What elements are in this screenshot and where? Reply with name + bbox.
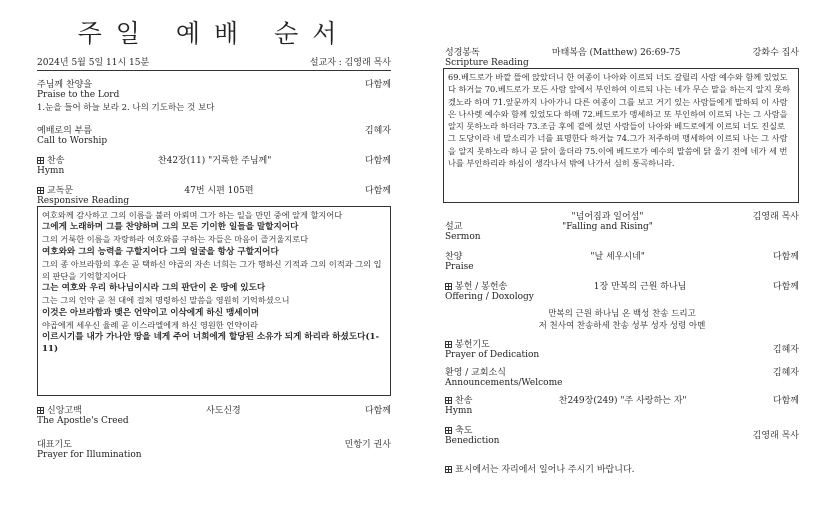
item-responsive-reading: [37, 186, 391, 206]
item-en: Scripture Reading: [445, 58, 529, 68]
item-mid: 사도신경: [205, 406, 241, 416]
item-leader: 김영래 목사: [752, 431, 799, 441]
item-leader: 김혜자: [772, 345, 799, 355]
service-meta: [37, 55, 391, 71]
item-hymn-2: [445, 396, 799, 416]
reading-line: 이것은 아브라함과 맺은 언약이고 이삭에게 하신 맹세이며: [42, 307, 260, 318]
item-leader: 다함께: [364, 80, 391, 90]
item-en: Sermon: [445, 232, 481, 242]
standing-cross-icon: [37, 157, 44, 164]
service-date: 2024년 5월 5일 11시 15분: [37, 58, 150, 68]
item-en: Prayer for Illumination: [37, 450, 142, 460]
item-leader: 다함께: [772, 396, 799, 406]
reading-line: 그의 거룩한 이름을 자랑하라 여호와를 구하는 자들은 마음이 즐거울지로다: [42, 234, 309, 245]
item-leader: 다함께: [364, 156, 391, 166]
item-illumination: [37, 440, 391, 460]
item-en: Call to Worship: [37, 136, 108, 146]
item-scripture: [445, 48, 799, 68]
item-en: Praise to the Lord: [37, 90, 120, 100]
responsive-reading-box: [37, 206, 391, 396]
footnote-text: 표시에서는 자리에서 일어나 주시기 바랍니다.: [455, 465, 635, 475]
item-en: Benediction: [445, 436, 500, 446]
item-mid: 찬42장(11) "거룩한 주님께": [157, 156, 272, 166]
standing-cross-icon: [37, 187, 44, 194]
item-mid: 찬249장(249) "주 사랑하는 자": [558, 396, 687, 406]
reading-line: 여호와께 감사하고 그의 이름을 불러 아뢰며 그가 하는 일을 만민 중에 알게 할지어다: [42, 210, 343, 220]
item-ko: 축도: [455, 426, 473, 436]
reading-line: 그는 그의 언약 곧 천 대에 걸쳐 명령하신 말씀을 영원히 기억하셨으니: [42, 295, 290, 306]
item-ko: 성경봉독: [445, 48, 480, 58]
item-ko: 신앙고백: [47, 406, 82, 416]
item-announcements: [445, 368, 799, 388]
standing-cross-icon: [37, 407, 44, 414]
item-en: Hymn: [37, 166, 65, 176]
footnote: [445, 465, 799, 475]
item-leader: 다함께: [364, 186, 391, 196]
item-leader: 다함께: [772, 252, 799, 262]
item-offering: [445, 282, 799, 332]
item-en: The Apostle's Creed: [37, 416, 129, 426]
item-praise-to-lord: [37, 80, 391, 113]
item-ko: 교독문: [47, 186, 74, 196]
item-leader: 김혜자: [772, 368, 799, 378]
item-dedication: [445, 340, 799, 360]
standing-cross-icon: [445, 427, 452, 434]
page-title: 주일 예배 순서: [77, 19, 351, 48]
item-ko: 환영 / 교회소식: [445, 368, 506, 378]
item-mid: 47번 시편 105편: [184, 186, 254, 196]
item-leader: 김혜자: [364, 126, 391, 136]
item-leader: 민항기 권사: [344, 440, 391, 450]
item-call-to-worship: [37, 126, 391, 146]
preacher-label: 설교자 : 김영래 목사: [309, 58, 391, 68]
item-praise: [445, 252, 799, 272]
reading-line: 여호와와 그의 능력을 구할지어다 그의 얼굴을 항상 구할지어다: [42, 246, 279, 257]
item-ko: 주님께 찬양을: [37, 80, 93, 90]
scripture-box: [443, 68, 799, 203]
item-en: Responsive Reading: [37, 196, 130, 206]
item-leader: 김영래 목사: [752, 212, 799, 222]
item-sermon: [445, 212, 799, 242]
reading-line: 이르시기를 내가 가나안 땅을 네게 주어 너희에게 할당된 소유가 되게 하리라 하셨도다(1-11): [42, 332, 380, 355]
item-leader: 강화수 집사: [752, 48, 799, 58]
item-leader: 다함께: [364, 406, 391, 416]
item-leader: 다함께: [772, 282, 799, 292]
item-mid: "날 세우시네": [590, 252, 645, 262]
item-en: Announcements/Welcome: [445, 378, 563, 388]
item-ko: 예배로의 부름: [37, 126, 93, 136]
sermon-title-ko: "넘어짐과 일어섬": [571, 212, 644, 222]
item-mid: 1장 만복의 근원 하나님: [593, 282, 687, 292]
item-ko: 대표기도: [37, 440, 72, 450]
sermon-title-en: "Falling and Rising": [562, 222, 653, 232]
standing-cross-icon: [445, 283, 452, 290]
item-en: Offering / Doxology: [445, 292, 534, 302]
reading-line: 야곱에게 세우신 율례 곧 이스라엘에게 하신 영원한 언약이라: [42, 319, 258, 330]
item-en: Prayer of Dedication: [445, 350, 540, 360]
item-ko: 찬양: [445, 252, 463, 262]
doxology-line-2: 저 천사여 찬송하세 찬송 성부 성자 성령 아멘: [538, 321, 706, 331]
standing-cross-icon: [445, 397, 452, 404]
item-creed: [37, 406, 391, 426]
doxology-line-1: 만복의 근원 하나님 온 백성 찬송 드리고: [548, 309, 696, 319]
reading-line: 그에게 노래하며 그를 찬양하며 그의 모든 기이한 일들을 말할지어다: [42, 222, 299, 233]
item-en: Hymn: [445, 406, 473, 416]
item-hymn-1: [37, 156, 391, 176]
item-ko: 찬송: [47, 156, 65, 166]
item-note: 1.눈을 들어 하늘 보라 2. 나의 기도하는 것 보다: [37, 103, 215, 113]
item-ko: 봉헌 / 봉헌송: [455, 282, 508, 292]
item-mid: 마태복음 (Matthew) 26:69-75: [551, 48, 681, 58]
item-ko: 봉헌기도: [455, 340, 490, 350]
standing-cross-icon: [445, 341, 452, 348]
item-benediction: [445, 426, 799, 446]
item-en: Praise: [445, 262, 474, 272]
item-ko: 설교: [445, 222, 463, 232]
reading-line: 그는 여호와 우리 하나님이시라 그의 판단이 온 땅에 있도다: [42, 283, 266, 294]
standing-cross-icon: [445, 466, 452, 473]
reading-line: 그의 종 아브라함의 후손 곧 택하신 야곱의 자손 너희는 그가 행하신 기적과 그의 이적과 그의 입의 판단을 기억할지어다: [42, 258, 382, 282]
item-ko: 찬송: [455, 396, 473, 406]
scripture-text: 69.베드로가 바깥 뜰에 앉았더니 한 여종이 나아와 이르되 너도 갈릴리 사람 예수와 함께 있었도다 하거늘 70.베드로가 모든 사람 앞에서 부인하여 이르되 나는 네가 무슨 말을 하는지 알지 못하겠노라 하며 71.앞문까지 나아가니 다른 여종이 그를 보고 거기 있는 사람들에게 말하되 이 사람은 나사렛 예수와 함께 있었도다 하매 72.베드로가 맹세하고 또 부인하여 이르되 나는 그 사람을 알지 못하노라 하더라 73.조금 후에 곁에 섰던 사람들이 나아와 베드로에게 이르되 너도 진실로 그 도당이라 네 말소리가 너를 표명한다 하거늘 74.그가 저주하며 맹세하여 이르되 나는 그 사람을 알지 못하노라 하니 곧 닭이 울더라 75.이에 베드로가 예수의 말씀에 닭 울기 전에 네가 세 번 나를 부인하리라 하심이 생각나서 밖에 나가서 심히 통곡하니라.: [448, 72, 791, 169]
